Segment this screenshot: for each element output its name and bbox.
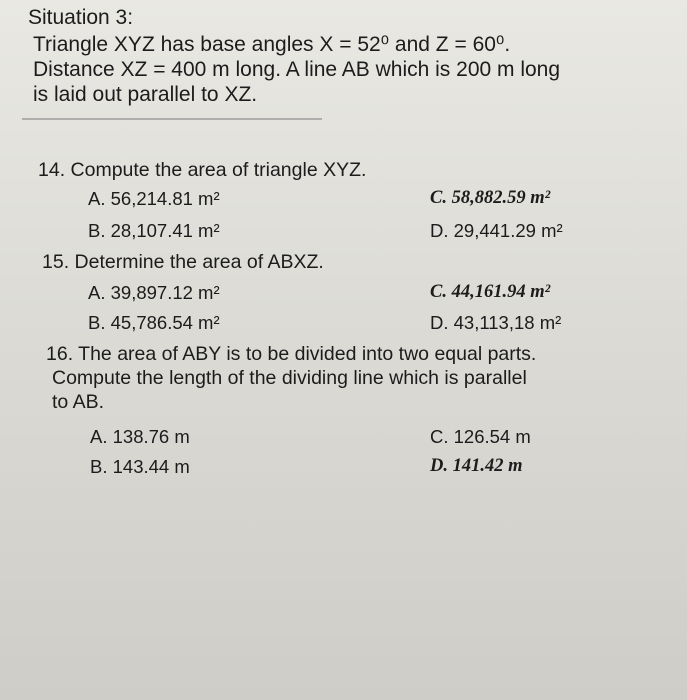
question-16-line: to AB.: [52, 391, 105, 413]
option-15d: D. 43,113,18 m²: [430, 312, 562, 333]
option-15a: A. 39,897.12 m²: [88, 282, 220, 303]
question-15: 15. Determine the area of ABXZ.: [42, 251, 324, 273]
situation-description: [33, 32, 663, 107]
situation-heading: Situation 3:: [28, 6, 134, 29]
option-14c: C. 58,882.59 m²: [430, 188, 551, 208]
option-16d: D. 141.42 m: [430, 456, 523, 476]
question-16-line: 16. The area of ABY is to be divided into two equal parts.: [46, 343, 537, 365]
question-16: [46, 342, 666, 414]
option-15b: B. 45,786.54 m²: [88, 312, 220, 333]
option-14d: D. 29,441.29 m²: [430, 220, 563, 241]
option-16b: B. 143.44 m: [90, 456, 190, 477]
situation-line: Distance XZ = 400 m long. A line AB which is 200 m long: [33, 58, 561, 81]
option-16a: A. 138.76 m: [90, 426, 190, 447]
question-14: 14. Compute the area of triangle XYZ.: [38, 159, 367, 181]
situation-line: is laid out parallel to XZ.: [33, 83, 258, 106]
question-16-line: Compute the length of the dividing line which is parallel: [52, 367, 527, 389]
situation-line: Triangle XYZ has base angles X = 52⁰ and Z = 60⁰.: [33, 33, 511, 56]
option-15c: C. 44,161.94 m²: [430, 282, 551, 302]
option-14b: B. 28,107.41 m²: [88, 220, 220, 241]
option-16c: C. 126.54 m: [430, 426, 531, 447]
divider: [22, 118, 322, 120]
option-14a: A. 56,214.81 m²: [88, 188, 220, 209]
